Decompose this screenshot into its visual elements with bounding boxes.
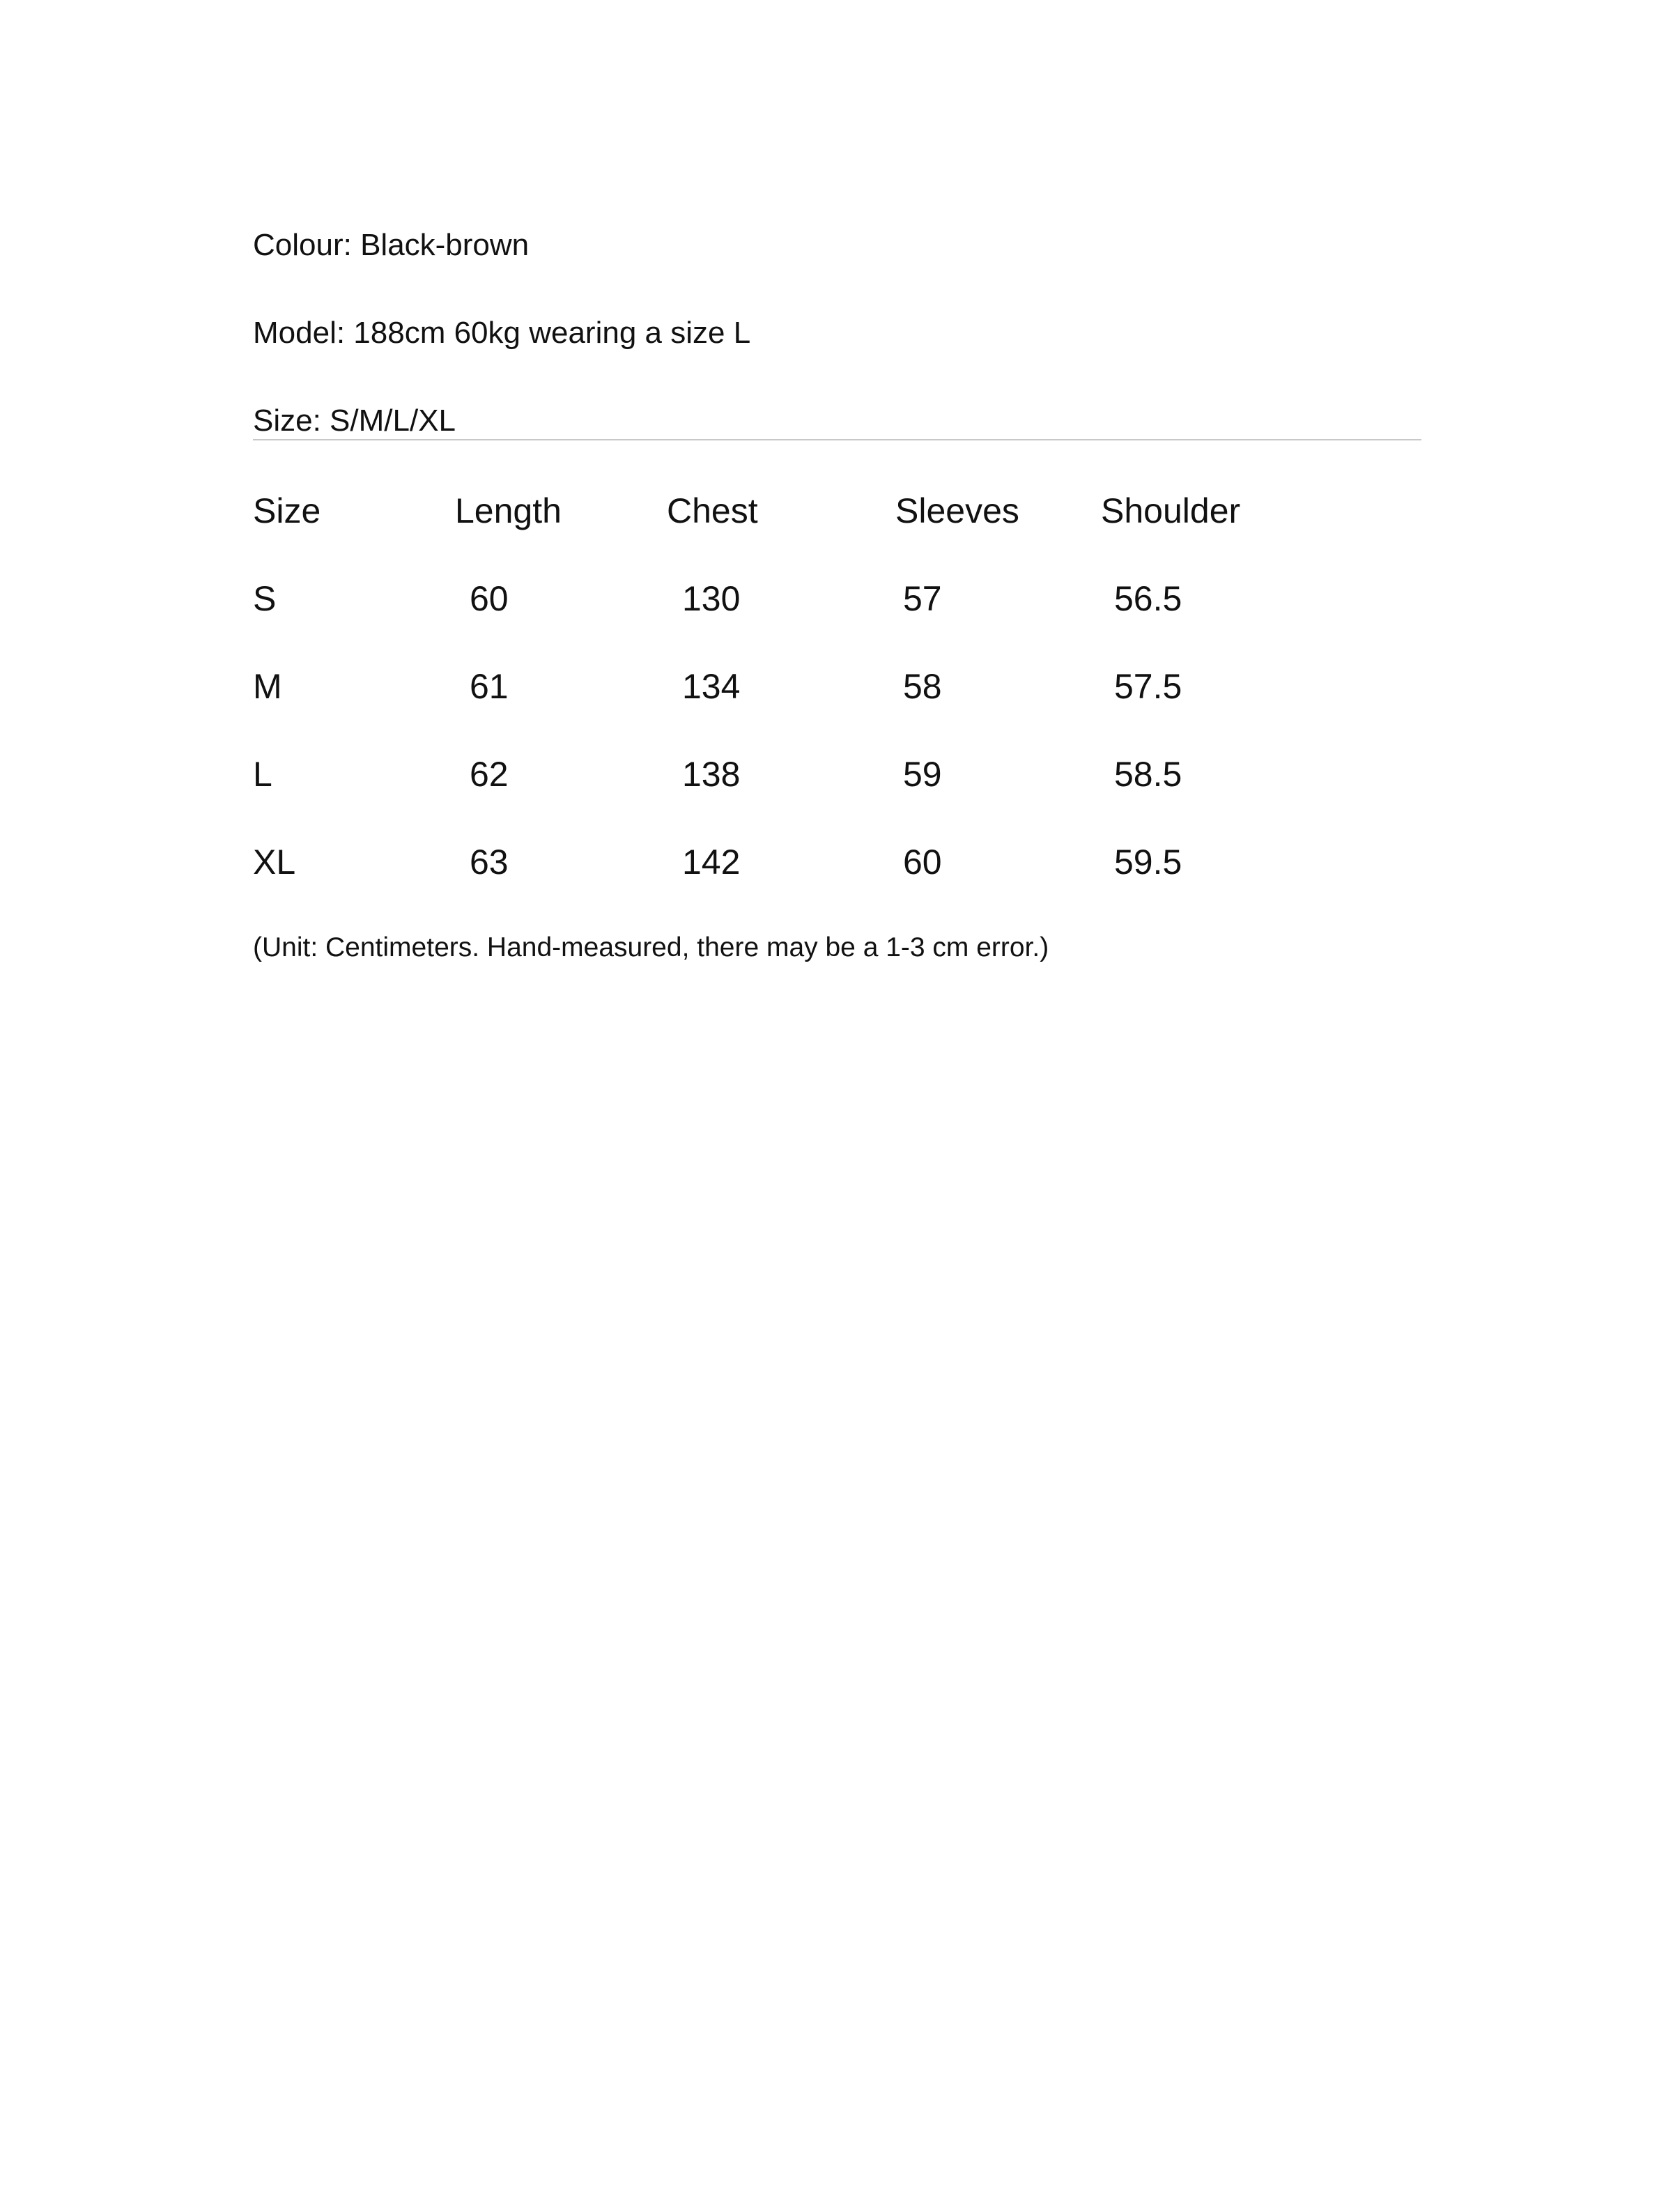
measurement-note: (Unit: Centimeters. Hand-measured, there may be a 1-3 cm error.) xyxy=(253,932,1049,962)
cell-chest: 142 xyxy=(682,843,741,882)
cell-chest: 134 xyxy=(682,667,741,706)
cell-shoulder: 57.5 xyxy=(1114,667,1182,706)
cell-length: 61 xyxy=(470,667,509,706)
cell-sleeves: 57 xyxy=(903,579,942,618)
header-sleeves: Sleeves xyxy=(895,491,1019,530)
cell-shoulder: 59.5 xyxy=(1114,843,1182,882)
cell-length: 63 xyxy=(470,843,509,882)
cell-chest: 130 xyxy=(682,579,741,618)
size-options-line: Size: S/M/L/XL xyxy=(253,404,456,438)
table-row xyxy=(0,578,1659,620)
table-row xyxy=(0,666,1659,707)
header-shoulder: Shoulder xyxy=(1101,491,1241,530)
cell-size: L xyxy=(253,755,272,794)
divider xyxy=(253,439,1421,440)
cell-length: 60 xyxy=(470,579,509,618)
cell-length: 62 xyxy=(470,755,509,794)
cell-size: S xyxy=(253,579,277,618)
cell-sleeves: 59 xyxy=(903,755,942,794)
table-row xyxy=(0,753,1659,795)
cell-shoulder: 56.5 xyxy=(1114,579,1182,618)
header-size: Size xyxy=(253,491,321,530)
table-row xyxy=(0,841,1659,883)
cell-chest: 138 xyxy=(682,755,741,794)
table-header-row xyxy=(0,490,1659,532)
colour-line: Colour: Black-brown xyxy=(253,228,530,262)
cell-sleeves: 58 xyxy=(903,667,942,706)
cell-shoulder: 58.5 xyxy=(1114,755,1182,794)
header-length: Length xyxy=(455,491,562,530)
model-line: Model: 188cm 60kg wearing a size L xyxy=(253,316,751,350)
cell-sleeves: 60 xyxy=(903,843,942,882)
header-chest: Chest xyxy=(667,491,758,530)
cell-size: XL xyxy=(253,843,296,882)
cell-size: M xyxy=(253,667,282,706)
